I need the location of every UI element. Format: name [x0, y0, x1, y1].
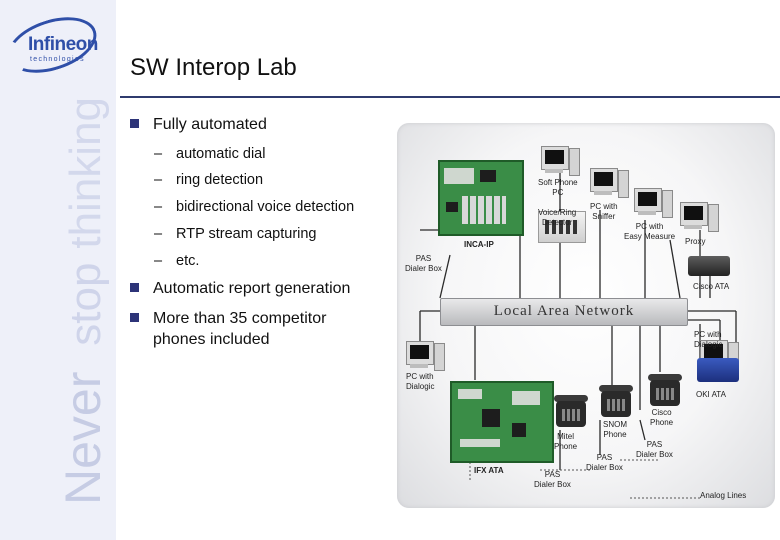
slide-title: SW Interop Lab — [130, 54, 297, 81]
sub-bullet: – automatic dial — [154, 146, 266, 162]
label-proxy: Proxy — [685, 237, 706, 246]
oki-ata-icon — [697, 358, 739, 382]
ifx-ata-board — [450, 381, 554, 463]
label-ifx-ata: IFX ATA — [474, 466, 504, 475]
label-cisco-ata: Cisco ATA — [693, 282, 730, 291]
lan-label: Local Area Network — [493, 303, 635, 319]
label-pc-dialogic-right: PC with Dialogic — [694, 330, 723, 349]
logo-word: Infineon — [28, 34, 98, 55]
inca-ip-board — [438, 160, 524, 236]
sub-bullet: – bidirectional voice detection — [154, 199, 355, 215]
label-snom-phone: SNOM Phone — [603, 420, 627, 439]
lan-bar — [440, 298, 688, 326]
bullet-item: Fully automated — [130, 116, 267, 134]
slogan-never: Never — [55, 371, 111, 505]
label-pas-snom: PAS Dialer Box — [586, 453, 623, 472]
sub-bullet: – ring detection — [154, 172, 264, 188]
cisco-ata-icon — [688, 256, 730, 276]
label-pc-sniffer: PC with Sniffer — [590, 202, 618, 221]
slogan-stop: stop — [61, 262, 110, 346]
label-analog-lines: Analog Lines — [700, 491, 747, 500]
label-oki-ata: OKI ATA — [696, 390, 726, 399]
slogan-thinking: thinking — [61, 96, 110, 249]
label-pas-top: PAS Dialer Box — [405, 254, 442, 273]
label-mitel-phone: Mitel Phone — [554, 432, 578, 451]
label-soft-phone: Soft Phone PC — [538, 178, 578, 197]
label-cisco-phone: Cisco Phone — [650, 408, 674, 427]
label-pc-dialogic-left: PC with Dialogic — [406, 372, 435, 391]
label-pas-mitel: PAS Dialer Box — [534, 470, 571, 489]
label-pc-easy-measure: PC with Easy Measure — [624, 222, 676, 241]
label-inca-ip: INCA-IP — [464, 240, 494, 249]
label-pas-cisco: PAS Dialer Box — [636, 440, 673, 459]
bullet-item: Automatic report generation — [130, 280, 350, 298]
sub-bullet: – etc. — [154, 253, 200, 269]
sub-bullet: – RTP stream capturing — [154, 226, 317, 242]
label-voice-ring: Voice/Ring Detector — [538, 208, 577, 227]
bullet-item: More than 35 competitor — [130, 310, 326, 328]
logo-subtitle: technologies — [30, 56, 85, 63]
bullet-continuation: phones included — [153, 331, 270, 348]
